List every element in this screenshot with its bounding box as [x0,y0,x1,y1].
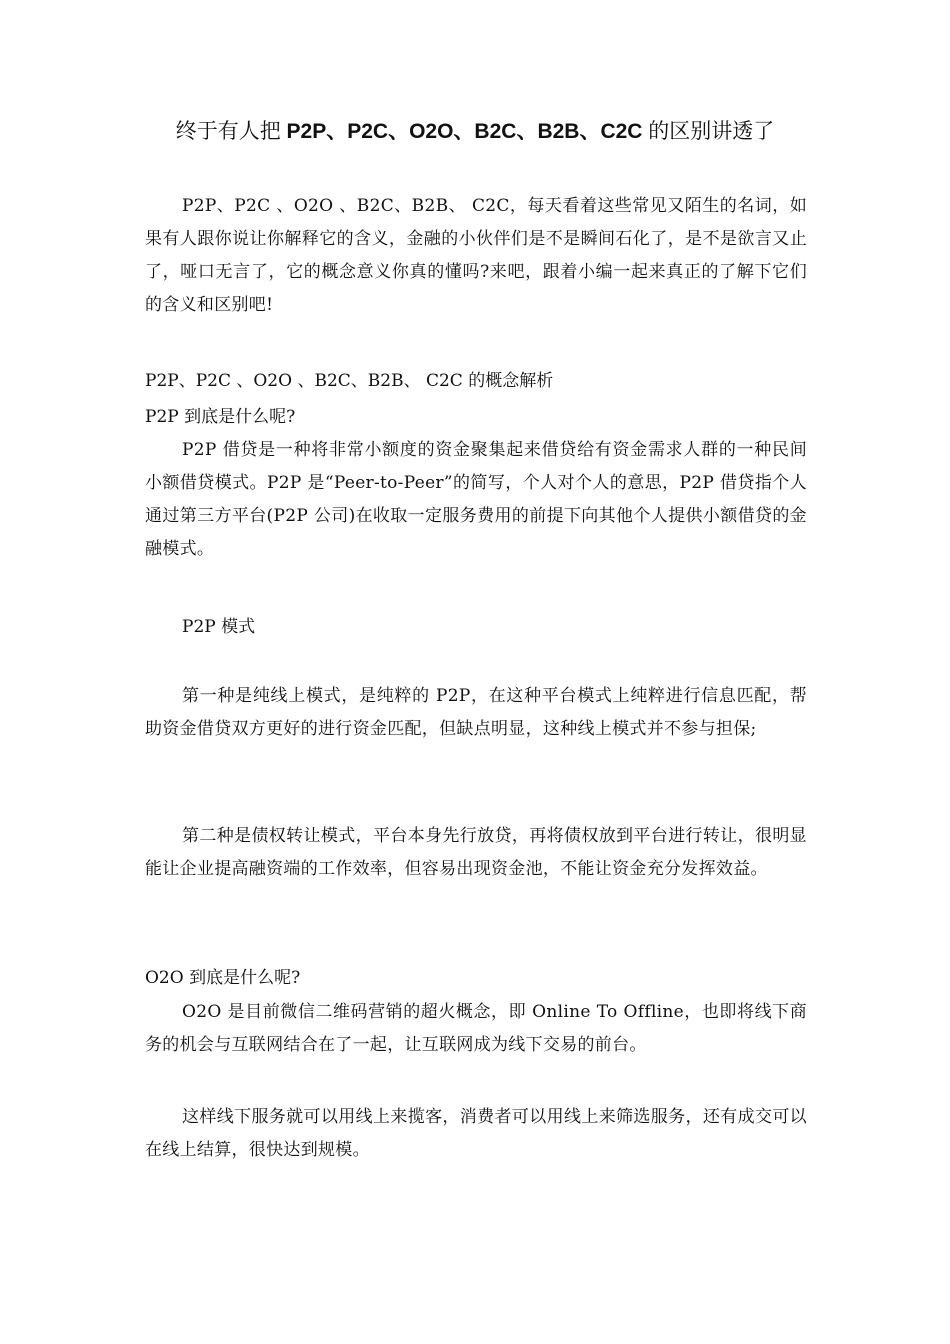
title-terms: P2P、P2C、O2O、B2C、B2B、C2C [280,120,649,143]
p2p-definition-paragraph: P2P 借贷是一种将非常小额度的资金聚集起来借贷给有资金需求人群的一种民间小额借贷模式。P2P 是“Peer-to-Peer”的简写，个人对个人的意思，P2P 借贷指个人通过第三方平台(P2P 公司)在收取一定服务费用的前提下向其他个人提供小额借贷的金融模式。 [145,440,807,559]
title-suffix: 的区别讲透了 [648,119,775,143]
p2p-mode-1-paragraph: 第一种是纯线上模式，是纯粹的 P2P，在这种平台模式上纯粹进行信息匹配，帮助资金借贷双方更好的进行资金匹配，但缺点明显，这种线上模式并不参与担保; [145,686,807,739]
p2p-mode-2-paragraph: 第二种是债权转让模式，平台本身先行放贷，再将债权放到平台进行转让，很明显能让企业提高融资端的工作效率，但容易出现资金池，不能让资金充分发挥效益。 [145,826,807,879]
p2p-question-heading: P2P 到底是什么呢? [145,407,296,427]
o2o-detail-paragraph: 这样线下服务就可以用线上来揽客，消费者可以用线上来筛选服务，还有成交可以在线上结算，很快达到规模。 [145,1107,807,1160]
intro-paragraph: P2P、P2C 、O2O 、B2C、B2B、 C2C，每天看着这些常见又陌生的名词，如果有人跟你说让你解释它的含义，金融的小伙伴们是不是瞬间石化了，是不是欲言又止了，哑口无言了，它的概念意义你真的懂吗?来吧，跟着小编一起来真正的了解下它们的含义和区别吧! [145,196,807,315]
p2p-mode-heading: P2P 模式 [182,617,256,637]
title-prefix: 终于有人把 [175,119,281,143]
o2o-definition-paragraph: O2O 是目前微信二维码营销的超火概念，即 Online To Offline，也即将线下商务的机会与互联网结合在了一起，让互联网成为线下交易的前台。 [145,1002,807,1055]
concept-heading: P2P、P2C 、O2O 、B2C、B2B、 C2C 的概念解析 [145,371,554,391]
document-title [0,116,950,147]
o2o-question-heading: O2O 到底是什么呢? [145,968,301,988]
